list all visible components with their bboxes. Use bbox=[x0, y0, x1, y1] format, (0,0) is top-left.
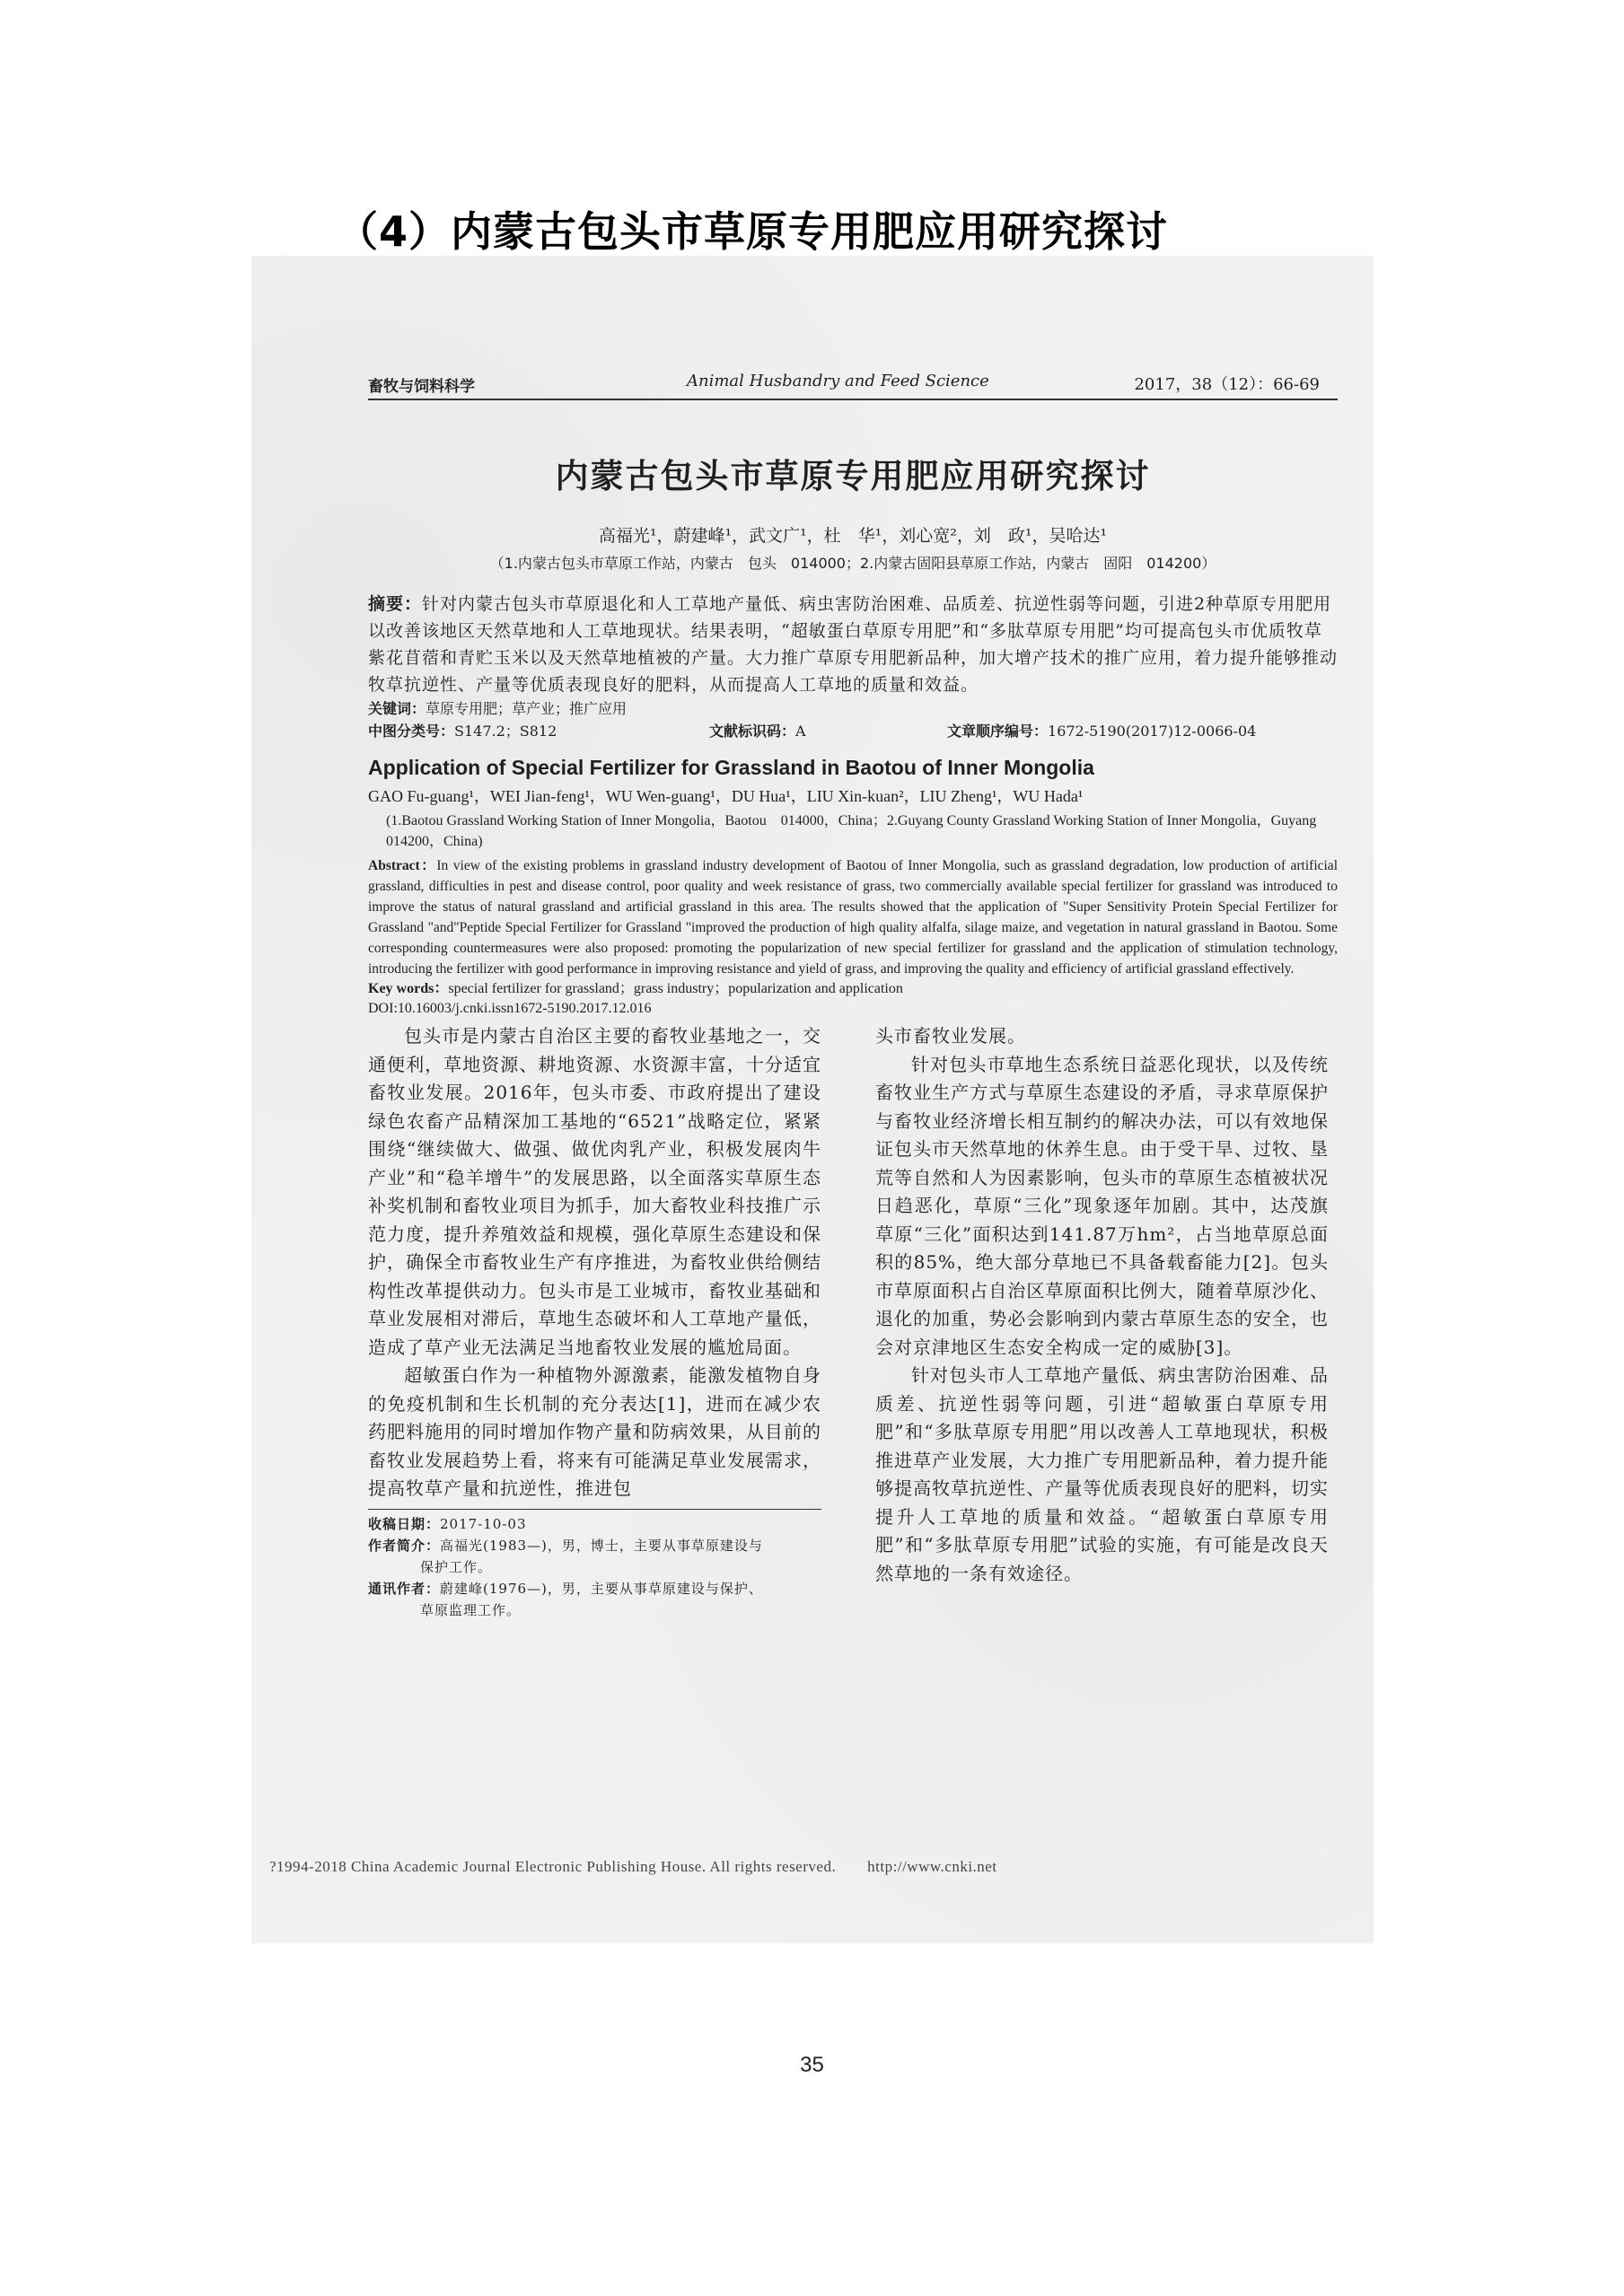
classification-row bbox=[368, 720, 1338, 743]
body-paragraph: 针对包头市人工草地产量低、病虫害防治困难、品质差、抗逆性弱等问题，引进“超敏蛋白草原专用肥”和“多肽草原专用肥”用以改善人工草地现状，积极推进草产业发展，大力推广专用肥新品种，着力提升能够提高牧草抗逆性、产量等优质表现良好的肥料，切实提升人工草地的质量和效益。“超敏蛋白草原专用肥”和“多肽草原专用肥”试验的实施，有可能是改良天然草地的一条有效途径。 bbox=[875, 1364, 1329, 1584]
body-columns bbox=[368, 1022, 1338, 1651]
keywords-cn bbox=[368, 698, 1338, 720]
received-label: 收稿日期： bbox=[368, 1515, 441, 1532]
body-left-column bbox=[368, 1022, 821, 1621]
abstract-cn bbox=[368, 591, 1338, 698]
section-heading: （4）内蒙古包头市草原专用肥应用研究探讨 bbox=[337, 207, 1169, 256]
journal-name-cn: 畜牧与饲料科学 bbox=[368, 378, 475, 396]
corresponding-label: 通讯作者： bbox=[368, 1580, 441, 1597]
author-bio-line: 保护工作。 bbox=[420, 1558, 493, 1575]
paper-title-cn: 内蒙古包头市草原专用肥应用研究探讨 bbox=[555, 457, 1151, 495]
paper-title-en: Application of Special Fertilizer for Grassland in Baotou of Inner Mongolia bbox=[368, 756, 1094, 779]
corresponding-line: 蔚建峰(1976—)，男，主要从事草原建设与保护、 bbox=[440, 1580, 763, 1597]
authors-cn: 高福光¹，蔚建峰¹，武文广¹，杜 华¹，刘心宽²，刘 政¹，吴哈达¹ bbox=[598, 526, 1108, 546]
body-paragraph: 头市畜牧业发展。 bbox=[875, 1025, 1026, 1047]
keywords-cn-text: 草原专用肥；草产业；推广应用 bbox=[426, 700, 628, 717]
clc-label: 中图分类号： bbox=[368, 723, 455, 740]
body-paragraph: 超敏蛋白作为一种植物外源激素，能激发植物自身的免疫机制和生长机制的充分表达[1]，进而在减少农药肥料施用的同时增加作物产量和防病效果，从目前的畜牧业发展趋势上看，将来有可能满足草业发展需求，提高牧草产量和抗逆性，推进包 bbox=[368, 1364, 821, 1499]
abstract-en-label: Abstract： bbox=[368, 858, 437, 873]
affiliations-cn: （1.内蒙古包头市草原工作站，内蒙古 包头 014000；2.内蒙古固阳县草原工作站，内蒙古 固阳 014200） bbox=[489, 555, 1216, 572]
body-paragraph: 针对包头市草地生态系统日益恶化现状，以及传统畜牧业生产方式与草原生态建设的矛盾，寻求草原保护与畜牧业经济增长相互制约的解决办法，可以有效地保证包头市天然草地的休养生息。由于受干旱、过牧、垦荒等自然和人为因素影响，包头市的草原生态植被状况日趋恶化，草原“三化”现象逐年加剧。其中，达茂旗草原“三化”面积达到141.87万hm²，占当地草原总面积的85%，绝大部分草地已不具备载畜能力[2]。包头市草原面积占自治区草原面积比例大，随着草原沙化、退化的加重，势必会影响到内蒙古草原生态的安全，也会对京津地区生态安全构成一定的威胁[3]。 bbox=[875, 1053, 1329, 1358]
keywords-en bbox=[368, 979, 1338, 999]
clc-value: S147.2；S812 bbox=[454, 723, 557, 740]
footnotes bbox=[368, 1509, 821, 1621]
affiliations-en: (1.Baotou Grassland Working Station of Inner Mongolia，Baotou 014000，China；2.Guyang County Grassland Working Station of Inner Mongolia，Guyang 014200，China) bbox=[386, 813, 1331, 849]
abstract-cn-label: 摘要： bbox=[368, 594, 423, 614]
keywords-cn-label: 关键词： bbox=[368, 700, 426, 717]
journal-header bbox=[368, 368, 1338, 400]
body-paragraph: 包头市是内蒙古自治区主要的畜牧业基地之一，交通便利，草地资源、耕地资源、水资源丰富，十分适宜畜牧业发展。2016年，包头市委、市政府提出了建设绿色农畜产品精深加工基地的“6521”战略定位，紧紧围绕“继续做大、做强、做优肉乳产业，积极发展肉牛产业”和“稳羊增牛”的发展思路，以全面落实草原生态补奖机制和畜牧业项目为抓手，加大畜牧业科技推广示范力度，提升养殖效益和规模，强化草原生态建设和保护，确保全市畜牧业生产有序推进，为畜牧业供给侧结构性改革提供动力。包头市是工业城市，畜牧业基础和草业发展相对滞后，草地生态破坏和人工草地产量低，造成了草产业无法满足当地畜牧业发展的尴尬局面。 bbox=[368, 1025, 821, 1358]
scanned-article bbox=[251, 256, 1374, 1943]
keywords-en-label: Key words： bbox=[368, 981, 449, 996]
corresponding-line: 草原监理工作。 bbox=[420, 1601, 522, 1618]
doc-code-label: 文献标识码： bbox=[709, 723, 796, 740]
abstract-cn-text: 针对内蒙古包头市草原退化和人工草地产量低、病虫害防治困难、品质差、抗逆性弱等问题，引进2种草原专用肥用以改善该地区天然草地和人工草地现状。结果表明，“超敏蛋白草原专用肥”和“多肽草原专用肥”均可提高包头市优质牧草紫花苜蓿和青贮玉米以及天然草地植被的产量。大力推广草原专用肥新品种，加大增产技术的推广应用，着力提升能够推动牧草抗逆性、产量等优质表现良好的肥料，从而提高人工草地的质量和效益。 bbox=[368, 594, 1339, 695]
author-bio-line: 高福光(1983—)，男，博士，主要从事草原建设与 bbox=[440, 1537, 763, 1554]
authors-en: GAO Fu-guang¹，WEI Jian-feng¹，WU Wen-guang¹，DU Hua¹，LIU Xin-kuan²，LIU Zheng¹，WU Hada¹ bbox=[368, 787, 1084, 805]
body-right-column bbox=[875, 1022, 1329, 1588]
article-number-value: 1672-5190(2017)12-0066-04 bbox=[1048, 723, 1257, 740]
doc-code-value: A bbox=[795, 723, 806, 740]
article-page bbox=[368, 368, 1338, 1651]
keywords-en-text: special fertilizer for grassland；grass industry；popularization and application bbox=[448, 981, 903, 996]
abstract-en bbox=[368, 855, 1338, 979]
journal-name-en: Animal Husbandry and Feed Science bbox=[687, 372, 989, 390]
abstract-en-text: In view of the existing problems in grassland industry development of Baotou of Inner Mongolia, such as grassland degradation, low production of artificial grassland, difficulties in pest and disease control, poor quality and week resistance of grass, two commercially available special fertilizer for grassland was introduced to improve the status of natural grassland and artificial grassland in this area. The results showed that the application of "Super Sensitivity Protein Special Fertilizer for Grassland "and"Peptide Special Fertilizer for Grassland "improved the production of high quality alfalfa, silage maize, and vegetation in natural grassland in Baotou. Some corresponding countermeasures were also proposed: promoting the popularization of new special fertilizer for grassland and the application of stimulation technology, introducing the fertilizer with good performance in improving resistance and yield of grass, and improving the quality and efficiency of artificial grassland effectively. bbox=[368, 858, 1338, 977]
page-number: 35 bbox=[800, 2053, 824, 2077]
article-number-label: 文章顺序编号： bbox=[947, 723, 1049, 740]
citation: 2017，38（12）：66-69 bbox=[1134, 375, 1320, 394]
received-date: 2017-10-03 bbox=[440, 1515, 527, 1532]
copyright-line: ?1994-2018 China Academic Journal Electronic Publishing House. All rights reserved. http://www.cnki.net bbox=[269, 1858, 997, 1875]
doi: DOI:10.16003/j.cnki.issn1672-5190.2017.12.016 bbox=[368, 1001, 652, 1016]
author-bio-label: 作者简介： bbox=[368, 1537, 441, 1554]
